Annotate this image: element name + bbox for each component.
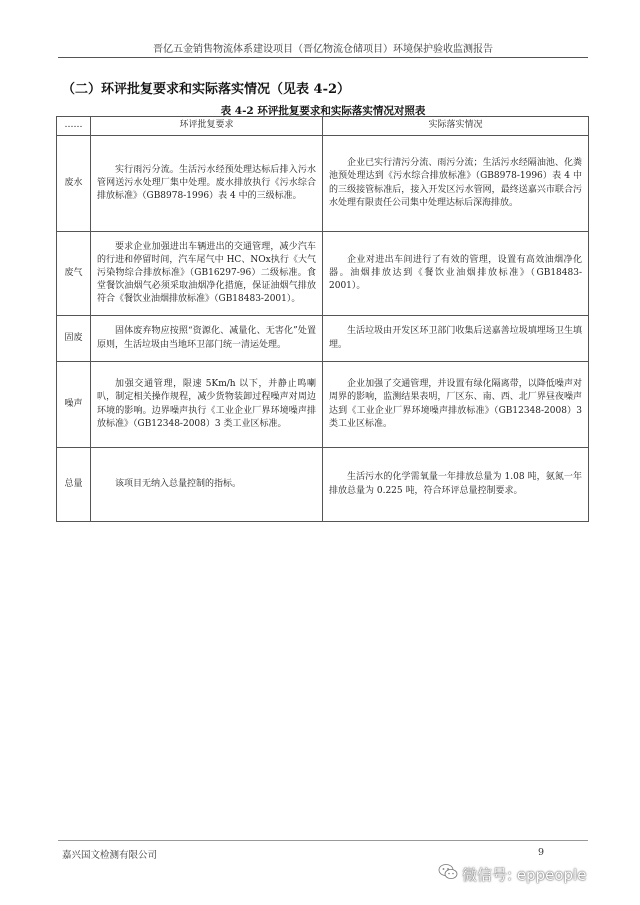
row-category: 噪声 xyxy=(57,362,91,448)
row-requirement: 实行雨污分流。生活污水经预处理达标后排入污水管网送污水处理厂集中处理。废水排放执行《污水综合排放标准》（GB8978-1996）表 4 中的三级标准。 xyxy=(91,136,323,232)
section-title: （二）环评批复要求和实际落实情况（见表 4-2） xyxy=(62,82,351,97)
table-row xyxy=(57,316,589,362)
comparison-table xyxy=(56,116,589,522)
report-header: 晋亿五金销售物流体系建设项目（晋亿物流仓储项目）环境保护验收监测报告 xyxy=(153,44,493,55)
header-divider xyxy=(58,57,588,58)
header-cell-requirement: 环评批复要求 xyxy=(91,117,323,136)
table-row xyxy=(57,232,589,316)
footer-divider xyxy=(58,840,588,841)
row-actual: 企业加强了交通管理，并设置有绿化隔离带，以降低噪声对周界的影响，监测结果表明，厂区东、南、西、北厂界昼夜噪声达到《工业企业厂界环境噪声排放标准》（GB12348-2008）3 类工业区标准。 xyxy=(323,362,589,448)
row-actual: 企业已实行清污分流、雨污分流；生活污水经隔油池、化粪池预处理达到《污水综合排放标准》（GB8978-1996）表 4 中的三级接管标准后，接入开发区污水管网，最终送嘉兴市联合污水处理有限责任公司集中处理达标后深海排放。 xyxy=(323,136,589,232)
row-actual: 生活污水的化学需氧量一年排放总量为 1.08 吨，氨氮一年排放总量为 0.225 吨，符合环评总量控制要求。 xyxy=(323,448,589,522)
row-actual: 生活垃圾由开发区环卫部门收集后送嘉善垃圾填埋场卫生填埋。 xyxy=(323,316,589,362)
wechat-icon xyxy=(438,862,458,882)
row-requirement: 加强交通管理，限速 5Km/h 以下，并静止鸣喇叭，制定相关操作规程，减少货物装卸过程噪声对周边环境的影响。边界噪声执行《工业企业厂界环境噪声排放标准》（GB12348-2008）3 类工业区标准。 xyxy=(91,362,323,448)
table-header-row xyxy=(57,117,589,136)
page-number: 9 xyxy=(538,847,545,858)
row-category: 总量 xyxy=(57,448,91,522)
row-requirement: 该项目无纳入总量控制的指标。 xyxy=(91,448,323,522)
table-row xyxy=(57,362,589,448)
row-category: 固废 xyxy=(57,316,91,362)
header-cell-category: …… xyxy=(57,117,91,136)
table-caption: 表 4-2 环评批复要求和实际落实情况对照表 xyxy=(220,105,426,117)
header-cell-actual: 实际落实情况 xyxy=(323,117,589,136)
row-category: 废水 xyxy=(57,136,91,232)
table-row xyxy=(57,448,589,522)
footer-company: 嘉兴国文检测有限公司 xyxy=(62,850,158,861)
row-actual: 企业对进出车间进行了有效的管理，设置有高效油烟净化器。油烟排放达到《餐饮业油烟排放标准》（GB18483-2001）。 xyxy=(323,232,589,316)
row-category: 废气 xyxy=(57,232,91,316)
table-row xyxy=(57,136,589,232)
wechat-watermark: 微信号: eppeople xyxy=(462,866,587,884)
row-requirement: 固体废弃物应按照“资源化、减量化、无害化”处置原则，生活垃圾由当地环卫部门统一清运处理。 xyxy=(91,316,323,362)
row-requirement: 要求企业加强进出车辆进出的交通管理，减少汽车的行进和停留时间，汽车尾气中 HC、NOx执行《大气污染物综合排放标准》（GB16297-96）二级标准。食堂餐饮油烟气必须采取油烟净化措施，保证油烟气排放符合《餐饮业油烟排放标准》（GB18483-2001）。 xyxy=(91,232,323,316)
